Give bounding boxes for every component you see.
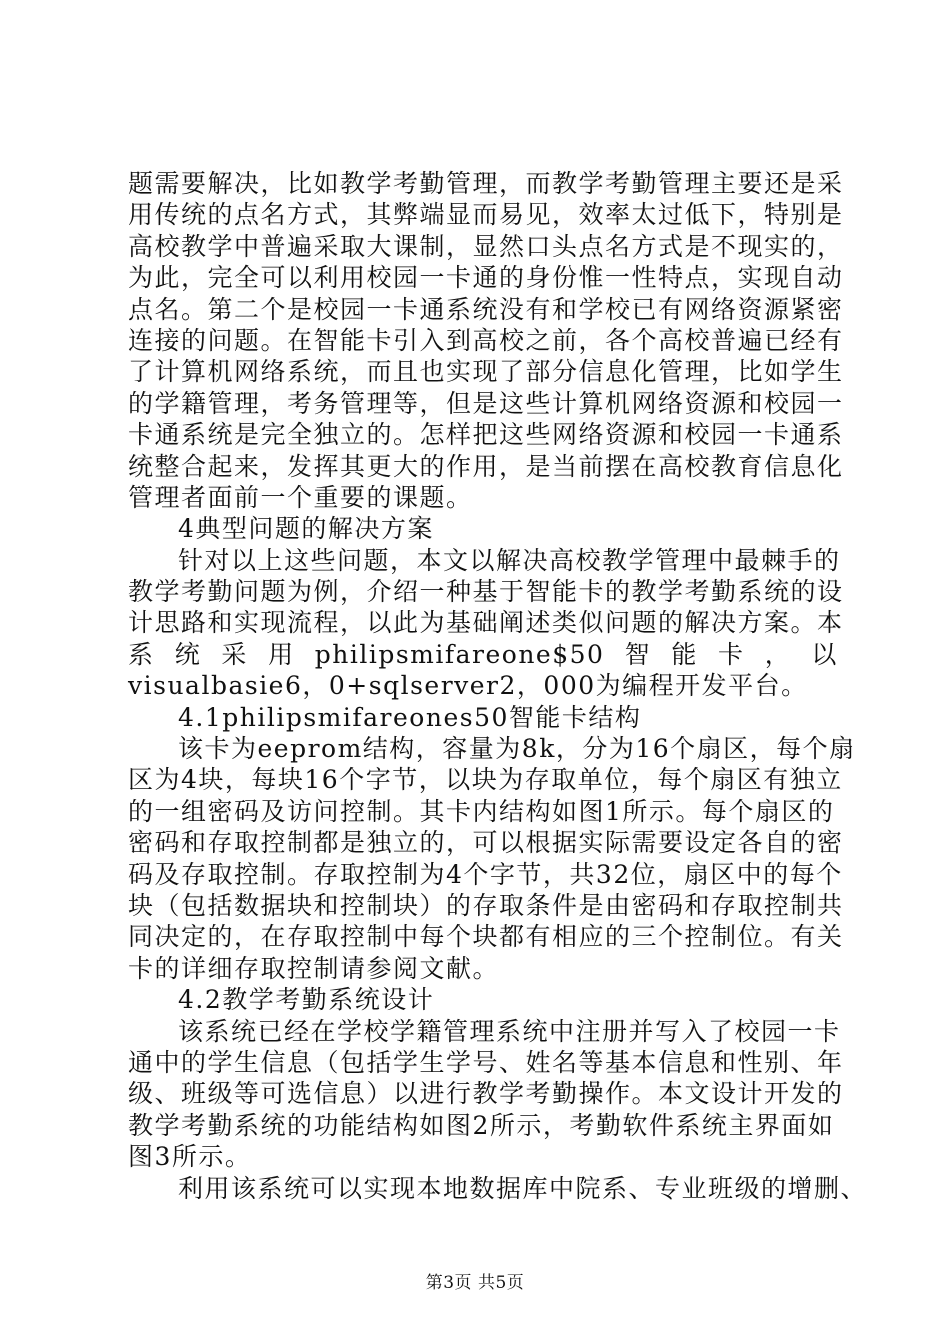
text-token: ， xyxy=(764,639,792,669)
text-line: 题需要解决，比如教学考勤管理，而教学考勤管理主要还是采 xyxy=(128,169,844,198)
text-line: 连接的问题。在智能卡引入到高校之前，各个高校普遍已经有 xyxy=(128,325,844,355)
text-token: 能 xyxy=(671,639,698,669)
text-line: 4典型问题的解决方案 xyxy=(178,514,434,544)
text-line: 该卡为eeprom结构，容量为8k，分为16个扇区，每个扇 xyxy=(178,734,856,764)
text-line: 针对以上这些问题，本文以解决高校教学管理中最棘手的 xyxy=(178,545,841,575)
text-line: 点名。第二个是校园一卡通系统没有和学校已有网络资源紧密 xyxy=(128,294,844,324)
text-line: 教学考勤问题为例，介绍一种基于智能卡的教学考勤系统的设 xyxy=(128,577,844,607)
text-line: visualbasie6，0+sqlserver2，000为编程开发平台。 xyxy=(128,671,808,701)
text-line: 了计算机网络系统，而且也实现了部分信息化管理，比如学生 xyxy=(128,357,844,387)
text-line: 利用该系统可以实现本地数据库中院系、专业班级的增删、 xyxy=(178,1173,868,1203)
text-token: 采 xyxy=(221,639,248,669)
text-line: 为此，完全可以利用校园一卡通的身份惟一性特点，实现自动 xyxy=(128,263,844,293)
text-line: 教学考勤系统的功能结构如图2所示，考勤软件系统主界面如 xyxy=(128,1110,835,1140)
text-line: 卡通系统是完全独立的。怎样把这些网络资源和校园一卡通系 xyxy=(128,420,844,450)
text-line: 的一组密码及访问控制。其卡内结构如图1所示。每个扇区的 xyxy=(128,796,835,826)
text-line: 图3所示。 xyxy=(128,1142,252,1172)
text-token: 系 xyxy=(128,639,155,669)
text-line: 同决定的，在存取控制中每个块都有相应的三个控制位。有关 xyxy=(128,922,844,952)
text-token: 智 xyxy=(624,639,652,669)
text-line: 通中的学生信息（包括学生学号、姓名等基本信息和性别、年 xyxy=(128,1047,844,1077)
text-line: 4.2教学考勤系统设计 xyxy=(178,985,435,1015)
text-line: 区为4块，每块16个字节，以块为存取单位，每个扇区有独立 xyxy=(128,765,843,795)
text-line: 码及存取控制。存取控制为4个字节，共32位，扇区中的每个 xyxy=(128,859,843,889)
text-line xyxy=(128,639,838,670)
text-line: 卡的详细存取控制请参阅文献。 xyxy=(128,953,500,983)
text-token: 统 xyxy=(174,639,202,669)
body-text xyxy=(128,168,868,1204)
text-token: 以 xyxy=(811,639,838,669)
text-token: philipsmifareone$50 xyxy=(314,639,605,669)
text-line: 计思路和实现流程，以此为基础阐述类似问题的解决方案。本 xyxy=(128,608,844,638)
text-line: 块（包括数据块和控制块）的存取条件是由密码和存取控制共 xyxy=(128,890,844,920)
text-line: 的学籍管理，考务管理等，但是这些计算机网络资源和校园一 xyxy=(128,388,844,418)
text-line: 密码和存取控制都是独立的，可以根据实际需要设定各自的密 xyxy=(128,828,844,858)
page-footer: 第3页 共5页 xyxy=(425,1273,525,1293)
text-line: 该系统已经在学校学籍管理系统中注册并写入了校园一卡 xyxy=(178,1016,841,1046)
text-line: 4.1philipsmifareones50智能卡结构 xyxy=(178,702,642,732)
text-token: 卡 xyxy=(718,639,745,669)
text-token: 用 xyxy=(268,639,295,669)
text-line: 用传统的点名方式，其弊端显而易见，效率太过低下，特别是 xyxy=(128,200,844,230)
text-line: 管理者面前一个重要的课题。 xyxy=(128,482,473,512)
text-line: 统整合起来，发挥其更大的作用，是当前摆在高校教育信息化 xyxy=(128,451,844,481)
text-line: 级、班级等可选信息）以进行教学考勤操作。本文设计开发的 xyxy=(128,1079,844,1109)
text-line: 高校教学中普遍采取大课制，显然口头点名方式是不现实的， xyxy=(128,231,844,261)
